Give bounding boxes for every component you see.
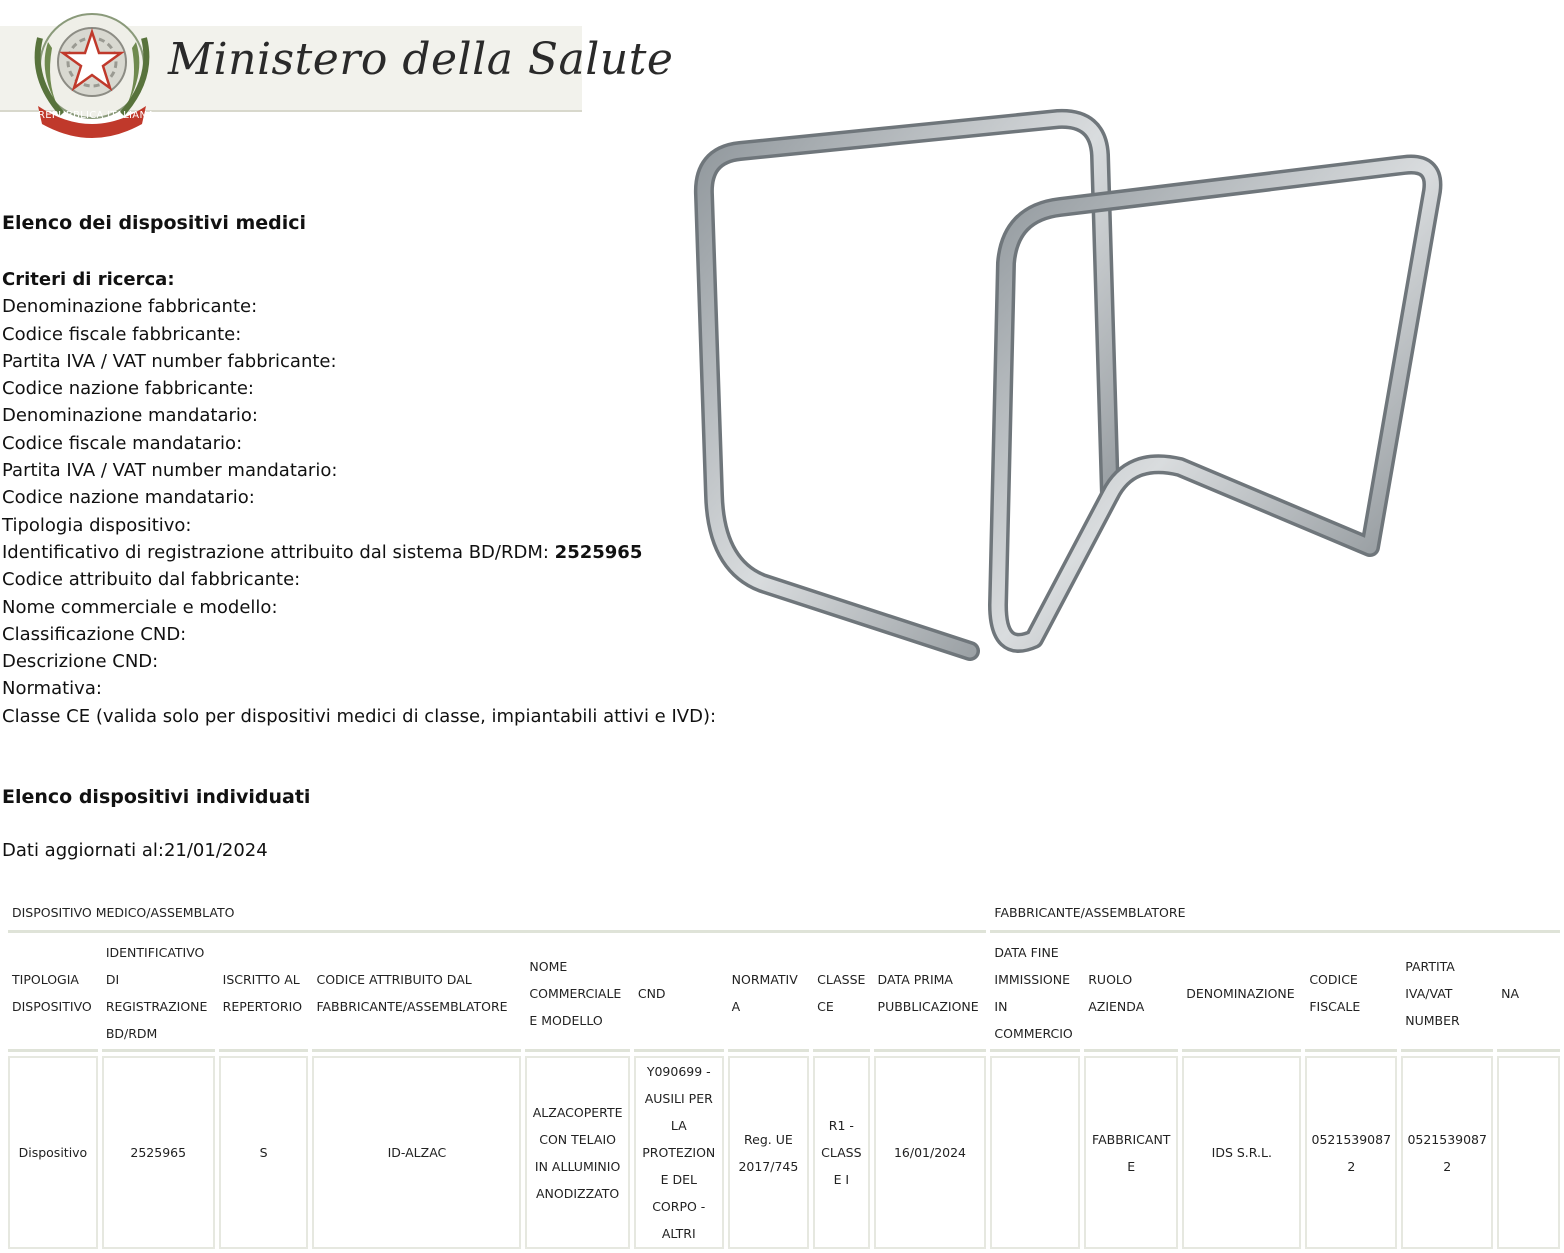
criteria-row xyxy=(2,375,716,402)
criteria-row xyxy=(2,648,716,675)
ministry-header xyxy=(0,0,674,140)
criteria-label: Codice fiscale fabbricante: xyxy=(2,323,242,345)
page-title: Elenco dei dispositivi medici xyxy=(2,212,307,234)
group-header-manufacturer: FABBRICANTE/ASSEMBLATORE xyxy=(990,894,1560,933)
criteria-label: Codice nazione mandatario: xyxy=(2,487,255,509)
column-header: CND xyxy=(634,937,724,1052)
column-header: PARTITA IVA/VAT NUMBER xyxy=(1401,937,1493,1052)
criteria-label: Codice fiscale mandatario: xyxy=(2,432,243,454)
column-header: TIPOLOGIA DISPOSITIVO xyxy=(8,937,98,1052)
column-header: RUOLO AZIENDA xyxy=(1084,937,1178,1052)
criteria-row xyxy=(2,457,716,484)
emblem-ribbon-text: REPUBBLICA ITALIANA xyxy=(38,110,155,121)
table-cell: 16/01/2024 xyxy=(874,1056,987,1249)
search-criteria xyxy=(2,266,716,730)
aluminium-frame-image xyxy=(680,95,1460,680)
criteria-label: Identificativo di registrazione attribuito dal sistema BD/RDM: xyxy=(2,541,549,563)
criteria-label: Descrizione CND: xyxy=(2,651,159,673)
criteria-label: Denominazione mandatario: xyxy=(2,405,258,427)
criteria-row xyxy=(2,594,716,621)
group-header-device: DISPOSITIVO MEDICO/ASSEMBLATO xyxy=(8,894,986,933)
criteria-label: Nome commerciale e modello: xyxy=(2,596,278,618)
table-cell: 05215390872 xyxy=(1401,1056,1493,1249)
criteria-row xyxy=(2,512,716,539)
column-header: ISCRITTO AL REPERTORIO xyxy=(219,937,309,1052)
column-header: CODICE ATTRIBUITO DAL FABBRICANTE/ASSEMBLATORE xyxy=(312,937,521,1052)
column-header: CLASSE CE xyxy=(813,937,869,1052)
table-cell: FABBRICANTE xyxy=(1084,1056,1178,1249)
table-cell: S xyxy=(219,1056,309,1249)
criteria-label: Partita IVA / VAT number mandatario: xyxy=(2,460,338,482)
criteria-row xyxy=(2,566,716,593)
criteria-label: Classe CE (valida solo per dispositivi medici di classe, impiantabili attivi e IVD): xyxy=(2,705,717,727)
criteria-heading: Criteri di ricerca: xyxy=(2,269,175,290)
table-cell: Dispositivo xyxy=(8,1056,98,1249)
criteria-row xyxy=(2,539,716,566)
criteria-row xyxy=(2,321,716,348)
criteria-label: Codice nazione fabbricante: xyxy=(2,378,254,400)
italian-republic-emblem-icon xyxy=(18,2,168,142)
criteria-row xyxy=(2,293,716,320)
devices-table-container xyxy=(4,890,1520,1241)
criteria-row xyxy=(2,703,716,730)
column-header: CODICE FISCALE xyxy=(1305,937,1397,1052)
criteria-value: 2525965 xyxy=(554,541,643,563)
table-cell: ALZACOPERTE CON TELAIO IN ALLUMINIO ANODIZZATO xyxy=(525,1056,629,1249)
table-cell xyxy=(1497,1056,1560,1249)
criteria-row xyxy=(2,430,716,457)
criteria-label: Codice attribuito dal fabbricante: xyxy=(2,569,301,591)
table-cell: R1 - CLASSE I xyxy=(813,1056,869,1249)
table-row xyxy=(8,1056,1560,1249)
criteria-label: Tipologia dispositivo: xyxy=(2,514,192,536)
column-header: IDENTIFICATIVO DI REGISTRAZIONE BD/RDM xyxy=(102,937,215,1052)
column-header: DENOMINAZIONE xyxy=(1182,937,1301,1052)
table-cell: 2525965 xyxy=(102,1056,215,1249)
criteria-label: Partita IVA / VAT number fabbricante: xyxy=(2,350,337,372)
criteria-row xyxy=(2,484,716,511)
devices-table xyxy=(4,890,1564,1253)
column-header: NOME COMMERCIALE E MODELLO xyxy=(525,937,629,1052)
column-header: NORMATIVA xyxy=(728,937,809,1052)
table-cell: ID-ALZAC xyxy=(312,1056,521,1249)
column-header: NA xyxy=(1497,937,1560,1052)
criteria-label: Denominazione fabbricante: xyxy=(2,296,258,318)
results-title: Elenco dispositivi individuati xyxy=(2,786,311,808)
table-cell: Reg. UE 2017/745 xyxy=(728,1056,809,1249)
column-header: DATA FINE IMMISSIONE IN COMMERCIO xyxy=(990,937,1080,1052)
criteria-row xyxy=(2,675,716,702)
data-updated-text: Dati aggiornati al:21/01/2024 xyxy=(2,840,268,861)
table-cell: Y090699 - AUSILI PER LA PROTEZIONE DEL CORPO - ALTRI xyxy=(634,1056,724,1249)
criteria-label: Normativa: xyxy=(2,678,102,700)
table-cell: IDS S.R.L. xyxy=(1182,1056,1301,1249)
criteria-row xyxy=(2,348,716,375)
column-header: DATA PRIMA PUBBLICAZIONE xyxy=(874,937,987,1052)
criteria-row xyxy=(2,402,716,429)
table-cell: 05215390872 xyxy=(1305,1056,1397,1249)
criteria-label: Classificazione CND: xyxy=(2,623,187,645)
criteria-row xyxy=(2,621,716,648)
ministry-name: Ministero della Salute xyxy=(168,34,674,85)
table-cell xyxy=(990,1056,1080,1249)
